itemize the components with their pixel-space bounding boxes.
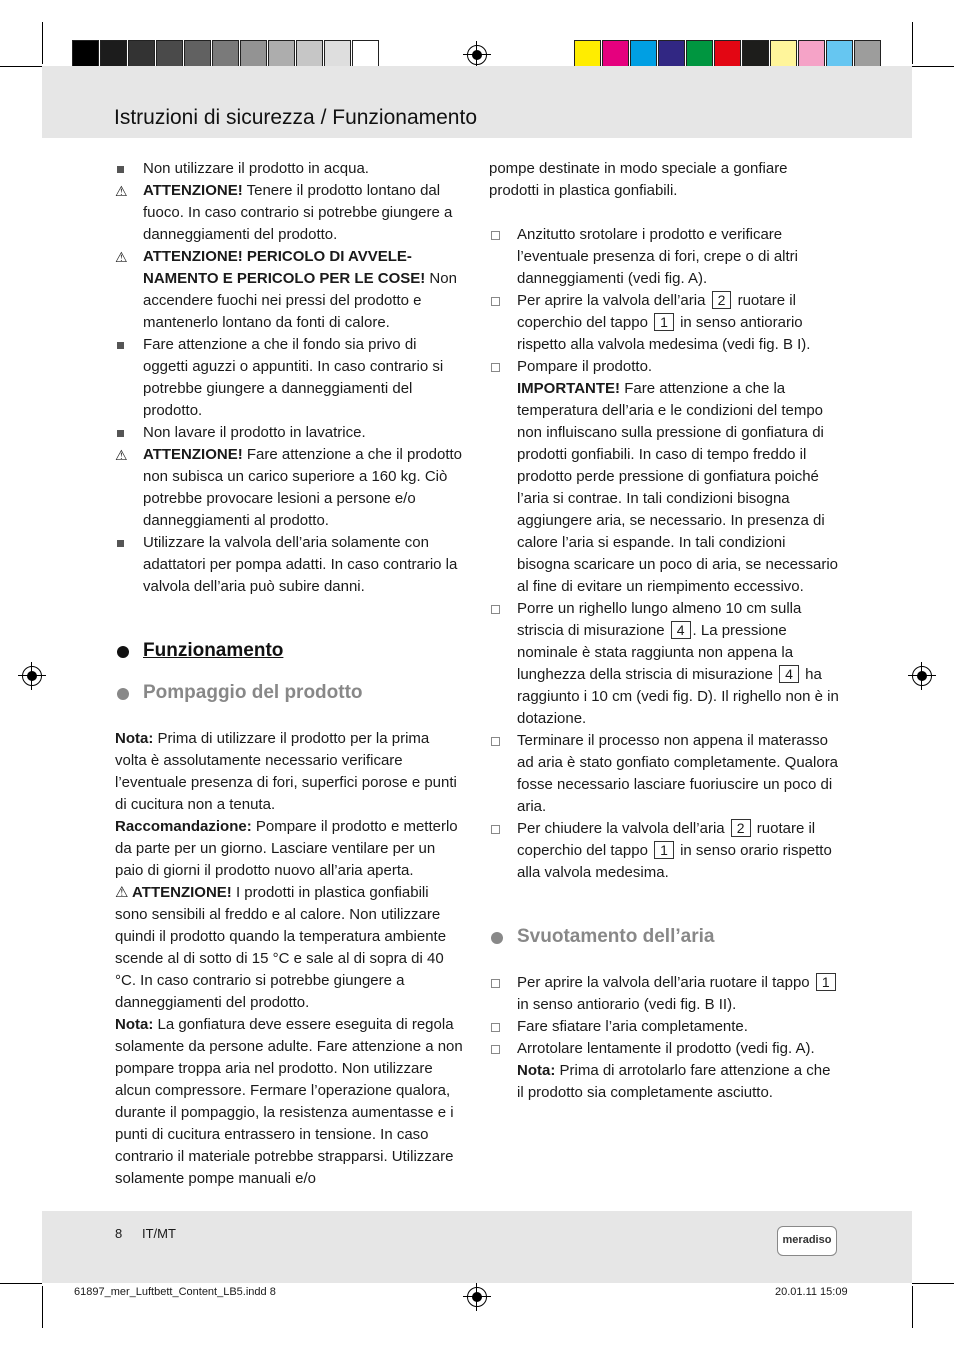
color-swatch: [324, 40, 351, 68]
language-code: IT/MT: [142, 1226, 176, 1241]
list-item: Fare sfiatare l’aria completamente.: [489, 1016, 839, 1038]
color-swatch: [574, 40, 601, 68]
crop-mark: [42, 1286, 43, 1328]
color-swatch: [686, 40, 713, 68]
brand-logo: meradiso: [777, 1226, 837, 1256]
list-item: Anzitutto srotolare i prodotto e verificare l’eventuale presenza di fori, crepe o di altri danneggiamenti (vedi fig. A).: [489, 224, 839, 290]
crop-mark: [912, 1286, 913, 1328]
warning-item: ⚠ ATTENZIONE! Fare attenzione a che il prodotto non subisca un carico superiore a 160 kg. Ciò potrebbe provocare lesioni a persone e/o danneggiamenti al prodotto.: [115, 444, 465, 532]
color-swatch: [240, 40, 267, 68]
list-item: Per aprire la valvola dell’aria ruotare il tappo 1 in senso antiorario (vedi fig. B II).: [489, 972, 839, 1016]
recommendation-paragraph: Raccomandazione: Pompare il prodotto e metterlo da parte per un giorno. Lasciare ventilare per un paio di giorni il prodotto nuovo all’aria aperta.: [115, 818, 458, 879]
note-paragraph: Nota: La gonfiatura deve essere eseguita di regola solamente da persone adulte. Fare attenzione a non pompare troppa aria nel prodotto. Non utilizzare alcun compressore. Fermare l’operazione qualora, durante il pompaggio, la resistenza aumentasse e i punti di cucitura entrassero in tensione. In caso contrario il materiale potrebbe strapparsi. Utilizzare solamente pompe manuali e/o: [115, 1016, 463, 1187]
part-number-1: 1: [654, 841, 674, 859]
list-item: Pompare il prodotto. IMPORTANTE! Fare attenzione a che la temperatura dell’aria e le condizioni del tempo non influiscano sulla pressione di gonfiatura di prodotti gonfiabili. In caso di tempo freddo il prodotto perde pressione di gonfiatura poiché l’aria si contrae. In tali condizioni bisogna aggiungere aria, se necessario. In presenza di calore l’aria si espande. In tali condizioni bisogna scaricare un poco di aria, se necessario al fine di evitare un riempimento eccessivo.: [489, 356, 839, 598]
right-column: [489, 158, 839, 1104]
registration-mark-icon: [467, 1287, 487, 1307]
color-swatch: [658, 40, 685, 68]
list-item: Per chiudere la valvola dell’aria 2 ruotare il coperchio del tappo 1 in senso orario rispetto alla valvola medesima.: [489, 818, 839, 884]
crop-mark: [912, 1283, 954, 1284]
registration-mark-icon: [467, 45, 487, 65]
list-item: Non utilizzare il prodotto in acqua.: [115, 158, 465, 180]
page-title: Istruzioni di sicurezza / Funzionamento: [114, 106, 477, 129]
part-number-1: 1: [816, 973, 836, 991]
file-info: 61897_mer_Luftbett_Content_LB5.indd 8: [74, 1286, 276, 1298]
part-number-4: 4: [779, 665, 799, 683]
warning-item: ⚠ ATTENZIONE! PERICOLO DI AVVELE-NAMENTO E PERICOLO PER LE COSE! Non accendere fuochi nei pressi del prodotto e mantenerlo lontano da fonti di calore.: [115, 246, 465, 334]
warning-item: ⚠ ATTENZIONE! Tenere il prodotto lontano dal fuoco. In caso contrario si potrebbe giungere a danneggiamenti del prodotto.: [115, 180, 465, 246]
left-column: [115, 158, 465, 1190]
color-swatch: [100, 40, 127, 68]
crop-mark: [0, 66, 42, 67]
color-swatch: [630, 40, 657, 68]
list-item: Terminare il processo non appena il materasso ad aria è stato gonfiato completamente. Qualora fosse necessario lasciare fuoriuscire un poco di aria.: [489, 730, 839, 818]
color-swatch: [602, 40, 629, 68]
part-number-4: 4: [671, 621, 691, 639]
list-item: Per aprire la valvola dell’aria 2 ruotare il coperchio del tappo 1 in senso antiorario rispetto alla valvola medesima (vedi fig. B I).: [489, 290, 839, 356]
color-swatch: [268, 40, 295, 68]
print-date: 20.01.11 15:09: [775, 1286, 848, 1298]
color-swatch: [212, 40, 239, 68]
color-swatch: [770, 40, 797, 68]
part-number-2: 2: [731, 819, 751, 837]
heading-pompaggio: Pompaggio del prodotto: [115, 682, 465, 704]
color-swatch: [826, 40, 853, 68]
crop-mark: [0, 1283, 42, 1284]
list-item: Fare attenzione a che il fondo sia privo di oggetti aguzzi o appuntiti. In caso contrario si potrebbe giungere a danneggiamenti del prodotto.: [115, 334, 465, 422]
heading-svuotamento: Svuotamento dell’aria: [489, 926, 839, 948]
color-swatch: [798, 40, 825, 68]
color-swatch: [128, 40, 155, 68]
registration-mark-icon: [912, 666, 932, 686]
color-swatch: [296, 40, 323, 68]
note-paragraph: Nota: Prima di utilizzare il prodotto per la prima volta è assolutamente necessario verificare l’eventuale presenza di fori, superfici porose e punti di cucitura non a tenuta.: [115, 730, 457, 813]
color-swatch: [156, 40, 183, 68]
color-swatch: [352, 40, 379, 68]
registration-mark-icon: [22, 666, 42, 686]
list-item: Non lavare il prodotto in lavatrice.: [115, 422, 465, 444]
continued-paragraph: pompe destinate in modo speciale a gonfiare prodotti in plastica gonfiabili.: [489, 160, 788, 199]
color-swatch: [72, 40, 99, 68]
list-item: Arrotolare lentamente il prodotto (vedi fig. A). Nota: Prima di arrotolarlo fare attenzione a che il prodotto sia completamente asciutto.: [489, 1038, 839, 1104]
part-number-1: 1: [654, 313, 674, 331]
color-swatch: [714, 40, 741, 68]
crop-mark: [42, 22, 43, 64]
page-header: [42, 66, 912, 138]
list-item: Porre un righello lungo almeno 10 cm sulla striscia di misurazione 4 . La pressione nominale è stata raggiunta non appena la lunghezza della striscia di misurazione 4 ha raggiunto i 10 cm (vedi fig. D). Il righello non è in dotazione.: [489, 598, 839, 730]
page-number: 8: [115, 1226, 123, 1241]
part-number-2: 2: [712, 291, 732, 309]
warning-paragraph: ⚠ ATTENZIONE! I prodotti in plastica gonfiabili sono sensibili al freddo e al calore. Non utilizzare quindi il prodotto quando la temperatura ambiente scende al di sotto di 15 °C e sale al di sopra di 40 °C. In caso contrario si potrebbe giungere a danneggiamenti del prodotto.: [115, 884, 447, 1011]
crop-mark: [912, 66, 954, 67]
color-swatch: [742, 40, 769, 68]
list-item: Utilizzare la valvola dell’aria solamente con adattatori per pompa adatti. In caso contrario la valvola dell’aria può subire danni.: [115, 532, 465, 598]
crop-mark: [912, 22, 913, 64]
color-swatch: [854, 40, 881, 68]
color-swatch: [184, 40, 211, 68]
heading-funzionamento: Funzionamento: [115, 640, 465, 662]
